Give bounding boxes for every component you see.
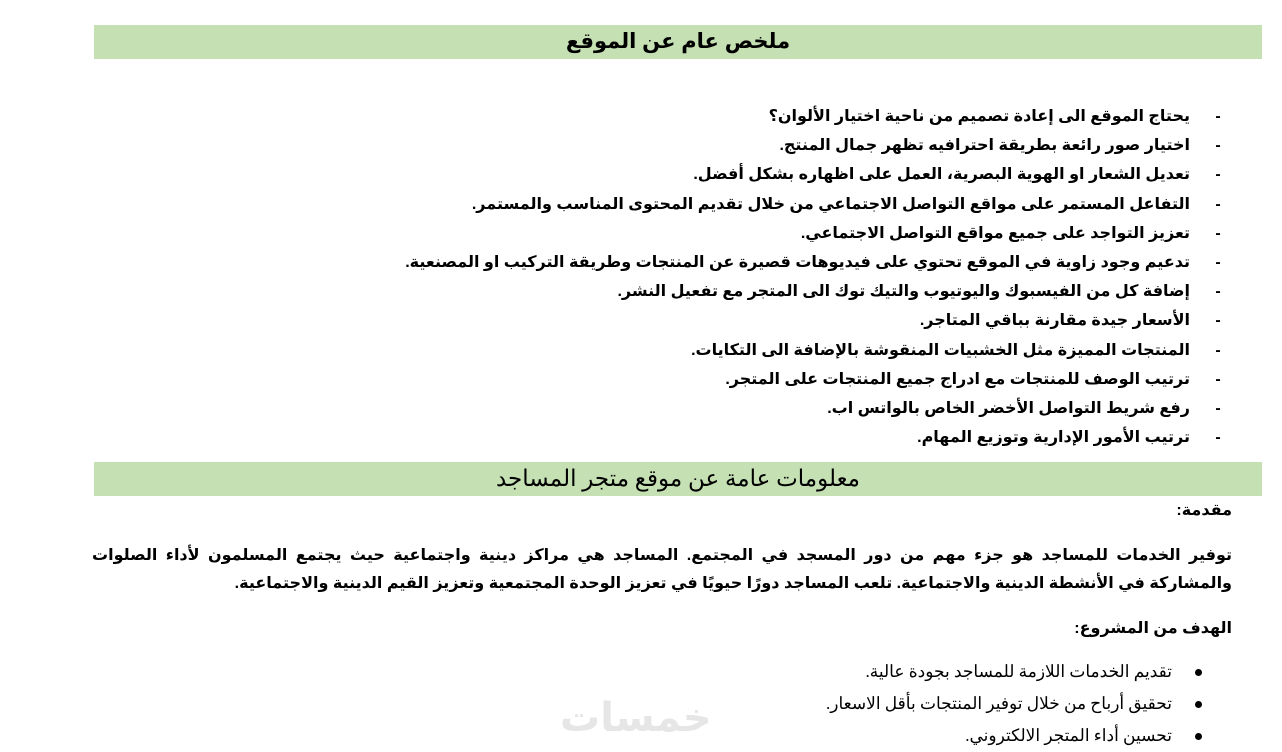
dash-marker: - xyxy=(1215,341,1221,359)
summary-list xyxy=(224,102,1224,452)
list-item-text: المنتجات المميزة مثل الخشبيات المنقوشة بالإضافة الى التكايات. xyxy=(691,341,1190,359)
list-item-text: ترتيب الوصف للمنتجات مع ادراج جميع المنتجات على المتجر. xyxy=(725,370,1190,388)
list-item-text: تحسين أداء المتجر الالكتروني. xyxy=(965,726,1172,745)
list-item-text: تقديم الخدمات اللازمة للمساجد بجودة عالية. xyxy=(865,662,1172,681)
list-item xyxy=(224,190,1224,219)
list-item xyxy=(224,277,1224,306)
bullet-icon xyxy=(1195,701,1202,708)
intro-paragraph: توفير الخدمات للمساجد هو جزء مهم من دور المسجد في المجتمع. المساجد هي مراكز دينية واجتماعية حيث يجتمع المسلمون لأداء الصلوات والمشاركة في الأنشطة الدينية والاجتماعية. تلعب المساجد دورًا حيويًا في تعزيز الوحدة المجتمعية وتعزيز القيم الدينية والاجتماعية. xyxy=(92,547,1232,592)
list-item-text: التفاعل المستمر على مواقع التواصل الاجتماعي من خلال تقديم المحتوى المناسب والمستمر. xyxy=(471,195,1190,213)
list-item xyxy=(224,336,1224,365)
list-item xyxy=(224,394,1224,423)
dash-marker: - xyxy=(1215,283,1221,301)
list-item-text: يحتاج الموقع الى إعادة تصميم من ناحية اختيار الألوان؟ xyxy=(768,108,1190,125)
list-item xyxy=(224,131,1224,160)
list-item xyxy=(224,160,1224,189)
watermark: خمسات xyxy=(560,696,712,740)
list-item-text: إضافة كل من الفيسبوك واليوتيوب والتيك توك الى المتجر مع تفعيل النشر. xyxy=(617,283,1190,301)
list-item xyxy=(302,720,1202,752)
dash-marker: - xyxy=(1215,108,1221,125)
summary-heading: ملخص عام عن الموقع xyxy=(94,25,1262,59)
list-item xyxy=(224,248,1224,277)
list-item xyxy=(302,688,1202,720)
list-item-text: تعزيز التواجد على جميع مواقع التواصل الاجتماعي. xyxy=(800,224,1190,242)
list-item-text: ترتيب الأمور الإدارية وتوزيع المهام. xyxy=(917,429,1190,447)
goal-label: الهدف من المشروع: xyxy=(1074,620,1232,637)
info-heading: معلومات عامة عن موقع متجر المساجد xyxy=(94,462,1262,496)
bullet-icon xyxy=(1195,733,1202,740)
list-item-text: الأسعار جيدة مقارنة بباقي المتاجر. xyxy=(919,312,1190,330)
list-item-text: اختيار صور رائعة بطريقة احترافيه تظهر جمال المنتج. xyxy=(779,137,1190,155)
list-item xyxy=(302,656,1202,688)
list-item-text: تدعيم وجود زاوية في الموقع تحتوي على فيديوهات قصيرة عن المنتجات وطريقة التركيب او المصنعية. xyxy=(405,253,1190,271)
dash-marker: - xyxy=(1215,370,1221,388)
list-item xyxy=(224,365,1224,394)
goal-list xyxy=(302,656,1202,752)
dash-marker: - xyxy=(1215,312,1221,330)
dash-marker: - xyxy=(1215,429,1221,447)
list-item-text: تعديل الشعار او الهوية البصرية، العمل على اظهاره بشكل أفضل. xyxy=(693,166,1190,184)
list-item xyxy=(224,306,1224,335)
dash-marker: - xyxy=(1215,137,1221,155)
list-item xyxy=(224,423,1224,452)
dash-marker: - xyxy=(1215,166,1221,184)
list-item-text: تحقيق أرباح من خلال توفير المنتجات بأقل الاسعار. xyxy=(826,694,1172,713)
bullet-icon xyxy=(1195,669,1202,676)
dash-marker: - xyxy=(1215,399,1221,417)
list-item xyxy=(224,102,1224,131)
dash-marker: - xyxy=(1215,253,1221,271)
dash-marker: - xyxy=(1215,195,1221,213)
intro-label: مقدمة: xyxy=(1176,502,1232,519)
list-item-text: رفع شريط التواصل الأخضر الخاص بالواتس اب. xyxy=(827,399,1190,417)
list-item xyxy=(224,219,1224,248)
dash-marker: - xyxy=(1215,224,1221,242)
